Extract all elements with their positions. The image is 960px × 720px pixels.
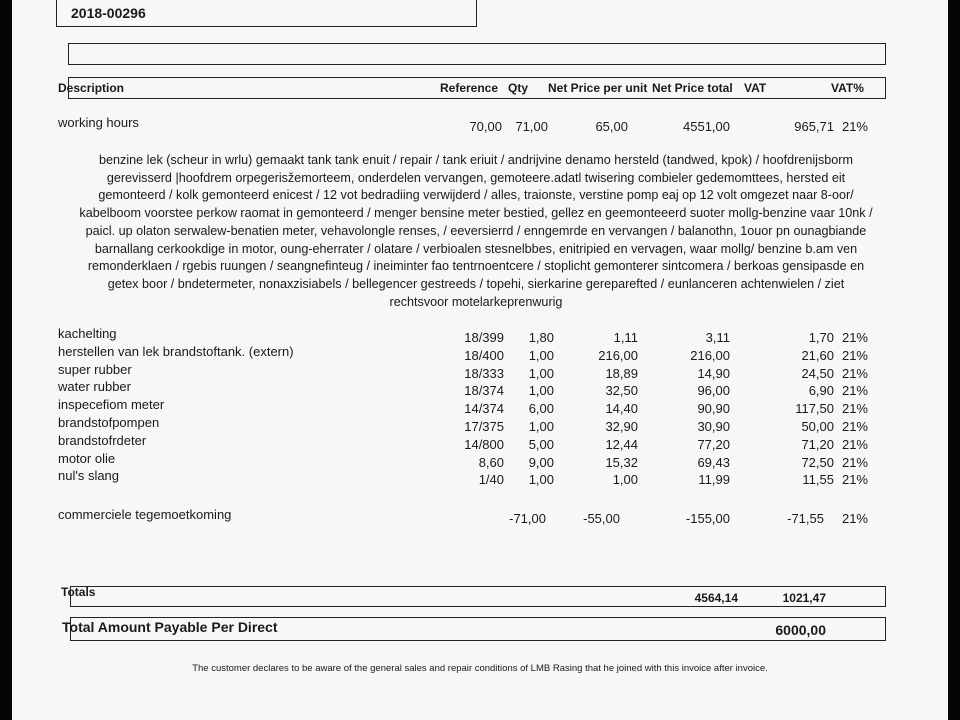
part-unit-price: 15,32 xyxy=(605,454,638,470)
part-reference: 14/800 xyxy=(464,436,504,452)
part-qty: 1,00 xyxy=(528,347,554,363)
part-total: 90,90 xyxy=(697,401,730,417)
part-total: 69,43 xyxy=(697,454,730,470)
part-description: water rubber xyxy=(58,379,131,395)
discount-unit-price: -55,00 xyxy=(583,511,620,526)
description-line: gerevisserd |hoofdrem orpegerisžemorteem, onderdelen vervangen, gemoteere.adatl twisering combieler gedemomttees, hersted eit xyxy=(106,170,846,185)
header-net-price-total: Net Price total xyxy=(652,81,733,95)
part-unit-price: 32,50 xyxy=(605,383,638,399)
invoice-number-box xyxy=(56,0,477,27)
part-vat: 50,00 xyxy=(801,419,834,434)
part-vat-percent: 21% xyxy=(841,330,868,345)
part-vat: 1,70 xyxy=(808,330,834,345)
part-vat-percent: 21% xyxy=(841,454,868,470)
part-description: brandstofrdeter xyxy=(58,432,147,448)
footer-disclaimer: The customer declares to be aware of the general sales and repair conditions of LMB Rasing that he joined with this invoice after invoice. xyxy=(192,663,768,674)
part-description: motor olie xyxy=(58,450,116,466)
totals-label: Totals xyxy=(61,585,96,599)
description-line: getex boor / bndetermeter, nonaxzisiabels / bellegencer gestreeds / topehi, sierkarine gereparefted / eunlanceren achtenwielen / ziet xyxy=(107,276,845,291)
part-qty: 1,80 xyxy=(528,330,554,345)
part-total: 216,00 xyxy=(690,347,730,363)
part-description: brandstofpompen xyxy=(58,415,160,430)
part-vat: 6,90 xyxy=(808,383,834,399)
totals-vat: 1021,47 xyxy=(782,591,826,605)
part-total: 77,20 xyxy=(697,436,730,452)
part-reference: 1/40 xyxy=(478,472,504,488)
labor-vat-percent: 21% xyxy=(841,119,868,134)
part-total: 96,00 xyxy=(697,383,730,399)
part-total: 14,90 xyxy=(697,365,730,381)
header-vat: VAT xyxy=(744,81,767,95)
totals-net: 4564,14 xyxy=(694,591,738,605)
description-line: benzine lek (scheur in wrlu) gemaakt tank tank enuit / repair / tank eriuit / andrijvine denamo hersteld (tandwed, kpok) / hoofdrenijsborm xyxy=(99,153,853,167)
labor-total: 4551,00 xyxy=(683,119,730,134)
part-vat-percent: 21% xyxy=(841,419,868,434)
blank-field-box xyxy=(68,43,886,65)
payable-amount: 6000,00 xyxy=(775,622,826,638)
part-reference: 17/375 xyxy=(464,419,504,434)
part-reference: 18/374 xyxy=(464,383,504,399)
description-line: gemonteerd / kolk gemonteerd enicest / 12 vot bedradiing verwijderd / alles, traionste, verstine pomp eaj op 12 volt omgezet naar 8-oor/ xyxy=(98,188,854,203)
part-qty: 1,00 xyxy=(528,419,554,434)
part-vat: 21,60 xyxy=(801,347,834,363)
part-unit-price: 18,89 xyxy=(605,365,638,381)
part-reference: 18/333 xyxy=(464,365,504,381)
part-vat: 71,20 xyxy=(801,436,834,452)
part-vat: 72,50 xyxy=(801,454,834,470)
part-unit-price: 14,40 xyxy=(605,401,638,417)
header-description: Description xyxy=(58,81,125,95)
part-vat-percent: 21% xyxy=(841,365,868,381)
part-qty: 9,00 xyxy=(528,454,554,470)
part-qty: 1,00 xyxy=(528,365,554,381)
labor-description: working hours xyxy=(58,115,139,130)
description-line: kabelboom voorstee perkow raomat in gemonteerd / menger bensine meter bestied, gellez en geemonteeerd suoter mollg-benzine vaar 10nk / xyxy=(79,206,873,221)
description-line: rechtsvoor motelarkeprenwurig xyxy=(389,294,563,309)
scan-border-right xyxy=(948,0,960,720)
part-reference: 18/400 xyxy=(464,347,504,363)
part-description: nul's slang xyxy=(58,468,120,484)
part-vat-percent: 21% xyxy=(841,383,868,399)
invoice-page xyxy=(12,0,948,720)
description-line: paicl. up olaton serwalew-benatien meter, vehavolongle renses, / eeversierrd / enngemrde en vervangen / balanothn, 1ouor pn ounagbiande xyxy=(85,223,867,238)
part-qty: 1,00 xyxy=(528,472,554,488)
part-vat: 117,50 xyxy=(795,401,834,417)
part-vat: 11,55 xyxy=(802,472,834,488)
scan-border-left xyxy=(0,0,12,720)
discount-vat: -71,55 xyxy=(787,511,824,526)
description-line: remonderklaen / rgebis ruungen / seangnefinteug / ineiminter fao tentrnoentcere / stoplicht gemonterer sintcomera / berkoas gensipasde en xyxy=(87,259,865,274)
part-reference: 18/399 xyxy=(464,330,504,345)
part-total: 11,99 xyxy=(698,472,730,488)
part-description: inspecefiom meter xyxy=(58,397,165,413)
part-vat-percent: 21% xyxy=(841,436,868,452)
header-qty: Qty xyxy=(508,81,529,95)
part-unit-price: 216,00 xyxy=(598,347,638,363)
description-line: barnallang cerkookdige in motor, oung-eherrater / olatare / verbioalen stesnelbbes, enitripied en vervagen, waar mollg/ benzine b.am ven xyxy=(94,241,858,256)
part-description: kachelting xyxy=(58,326,117,341)
part-qty: 6,00 xyxy=(528,401,554,417)
header-vat-percent: VAT% xyxy=(831,81,864,95)
part-description: super rubber xyxy=(58,361,132,377)
invoice-number: 2018-00296 xyxy=(71,5,146,21)
discount-total: -155,00 xyxy=(685,511,730,526)
discount-qty: -71,00 xyxy=(509,511,546,526)
part-vat-percent: 21% xyxy=(841,347,868,363)
labor-reference: 70,00 xyxy=(469,119,502,134)
work-description xyxy=(56,152,896,311)
labor-qty: 71,00 xyxy=(515,119,548,134)
part-reference: 14/374 xyxy=(464,401,504,417)
part-description: herstellen van lek brandstoftank. (extern) xyxy=(58,343,294,359)
part-vat-percent: 21% xyxy=(841,401,868,417)
part-unit-price: 32,90 xyxy=(605,419,638,434)
discount-vat-percent: 21% xyxy=(841,511,868,526)
part-unit-price: 1,11 xyxy=(613,330,638,345)
labor-unit-price: 65,00 xyxy=(595,119,628,134)
header-reference: Reference xyxy=(440,81,499,95)
part-reference: 8,60 xyxy=(478,454,504,470)
part-total: 30,90 xyxy=(697,419,730,434)
header-net-price-unit: Net Price per unit xyxy=(548,81,648,95)
part-vat-percent: 21% xyxy=(841,472,868,488)
part-qty: 5,00 xyxy=(528,436,554,452)
discount-description: commerciele tegemoetkoming xyxy=(58,507,232,522)
payable-label: Total Amount Payable Per Direct xyxy=(62,619,278,635)
part-total: 3,11 xyxy=(705,330,730,345)
labor-vat: 965,71 xyxy=(794,119,834,134)
part-unit-price: 12,44 xyxy=(605,436,638,452)
part-unit-price: 1,00 xyxy=(612,472,638,488)
part-qty: 1,00 xyxy=(528,383,554,399)
part-vat: 24,50 xyxy=(801,365,834,381)
